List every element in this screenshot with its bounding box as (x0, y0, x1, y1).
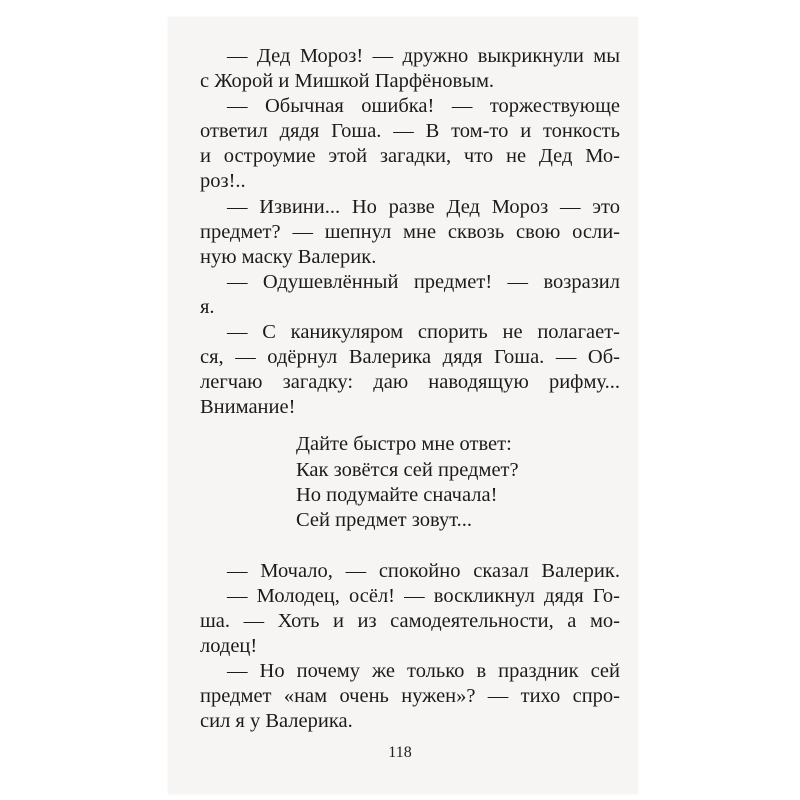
text-line: ся, — одёрнул Валерика дядя Гоша. — Об- (200, 346, 620, 369)
stanza-gap (200, 420, 620, 432)
poem-line: Как зовётся сей предмет? (296, 458, 519, 481)
text-line: — Мочало, — спокойно сказал Валерик. (227, 559, 620, 582)
poem-line: Сей предмет зовут... (296, 508, 473, 531)
poem-line: Но подумайте сначала! (296, 483, 498, 506)
text-line: сил я у Валерика. (200, 710, 353, 733)
poem-stanza (200, 432, 620, 532)
text-line: предмет? — шепнул мне сквозь свою осли- (200, 220, 620, 243)
text-line: роз!.. (200, 170, 246, 193)
text-line: — Одушевлённый предмет! — возразил (227, 270, 620, 293)
text-line: — Извини... Но разве Дед Мороз — это (227, 195, 620, 218)
text-line: с Жорой и Мишкой Парфёновым. (200, 70, 495, 93)
page-number: 118 (388, 744, 412, 761)
text-line: предмет «нам очень нужен»? — тихо спро- (200, 685, 620, 708)
text-line: ную маску Валерик. (200, 245, 377, 268)
text-line: — Дед Мороз! — дружно выкрикнули мы (227, 45, 620, 67)
text-line: и остроумие этой загадки, что не Дед Мо- (200, 145, 620, 168)
stanza-gap (200, 533, 620, 559)
page-body-text (200, 44, 620, 734)
text-line: легчаю загадку: даю наводящую рифму... (200, 371, 620, 394)
text-line: лодец! (200, 635, 258, 658)
text-line: я. (200, 295, 215, 318)
text-line: — Обычная ошибка! — торжествующе (227, 95, 620, 118)
text-line: ответил дядя Гоша. — В том-то и тонкость (200, 120, 620, 143)
text-line: Внимание! (200, 396, 296, 419)
text-line: — Молодец, осёл! — воскликнул дядя Го- (227, 584, 620, 607)
text-line: — С каникуляром спорить не полагает- (227, 321, 620, 344)
text-line: — Но почему же только в праздник сей (227, 660, 620, 683)
poem-line: Дайте быстро мне ответ: (296, 433, 512, 456)
text-line: ша. — Хоть и из самодеятельности, а мо- (200, 609, 620, 632)
